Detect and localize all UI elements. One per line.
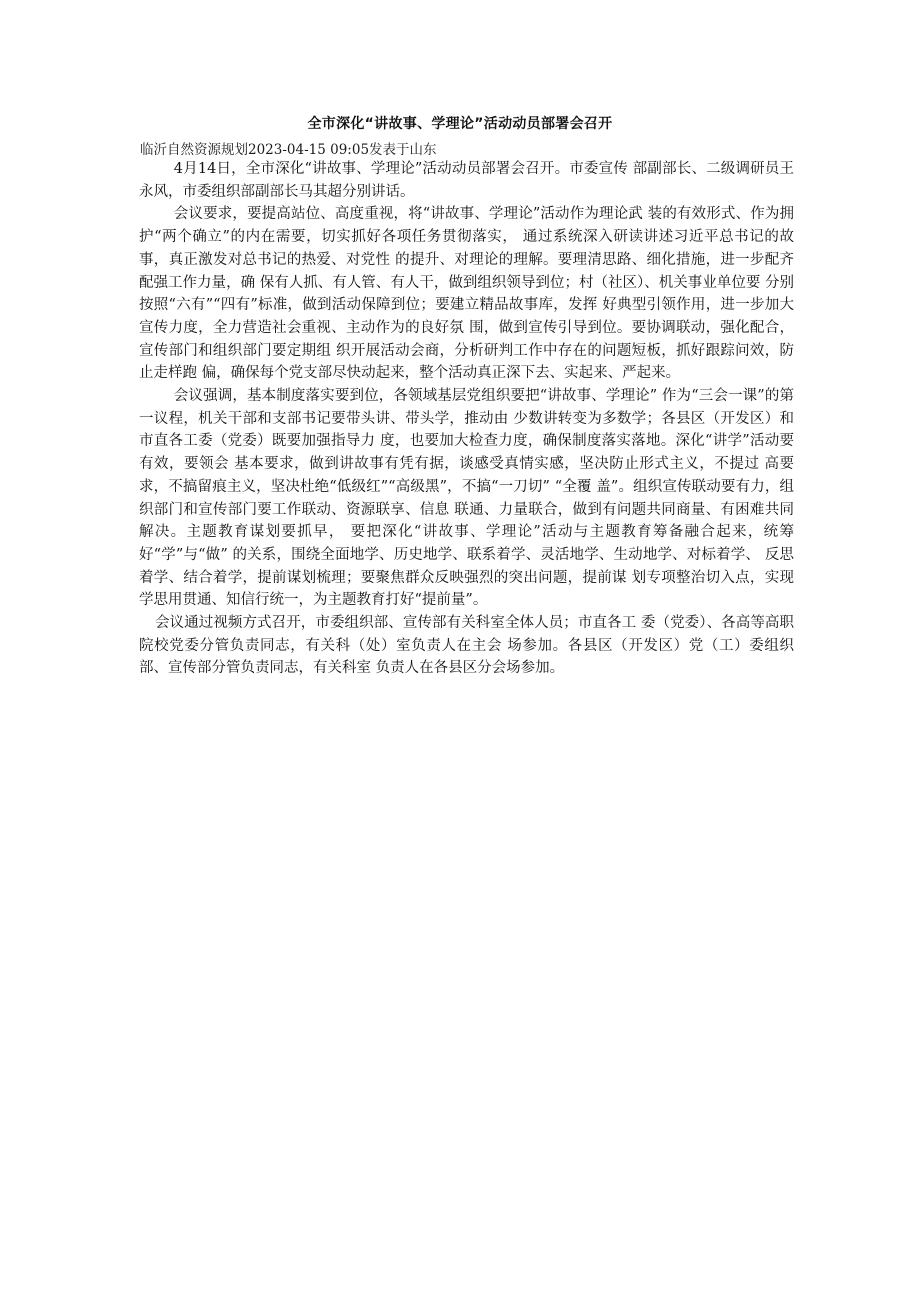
article-body [139,158,794,680]
article-byline: 临沂自然资源规划2023-04-15 09:05发表于山东 [140,142,437,158]
article-title: 全市深化“讲故事、学理论”活动动员部署会召开 [307,116,613,132]
paragraph-2: 会议要求，要提高站位、高度重视，将“讲故事、学理论”活动作为理论武 装的有效形式、作为拥护“两个确立”的内在需要，切实抓好各项任务贯彻落实， 通过系统深入研读讲述习近平总书记的故事，真正激发对总书记的热爱、对党性 的提升、对理论的理解。要理清思路、细化措施，进一步配齐配强工作力量，确 保有人抓、有人管、有人干，做到组织领导到位；村（社区）、机关事业单位要 分别按照“六有”“四有”标准，做到活动保障到位；要建立精品故事库，发挥 好典型引领作用，进一步加大宣传力度，全力营造社会重视、主动作为的良好氛 围，做到宣传引导到位。要协调联动，强化配合，宣传部门和组织部门要定期组 织开展活动会商，分析研判工作中存在的问题短板，抓好跟踪问效，防止走样跑 偏，确保每个党支部尽快动起来，整个活动真正深下去、实起来、严起来。 [139,206,794,382]
paragraph-1: 4月14日，全市深化“讲故事、学理论”活动动员部署会召开。市委宣传 部副部长、二级调研员王永风，市委组织部副部长马其超分别讲话。 [139,161,794,200]
paragraph-3: 会议强调，基本制度落实要到位，各领域基层党组织要把“讲故事、学理论” 作为“三会一课”的第一议程，机关干部和支部书记要带头讲、带头学，推动由 少数讲转变为多数学；各县区（开发区）和市直各工委（党委）既要加强指导力 度，也要加大检查力度，确保制度落实落地。深化“讲学”活动要有效，要领会 基本要求，做到讲故事有凭有据，谈感受真情实感，坚决防止形式主义，不提过 高要求，不搞留痕主义，坚决杜绝“低级红”“高级黑”，不搞“一刀切” “全覆 盖”。组织宣传联动要有力，组织部门和宣传部门要工作联动、资源联享、信息 联通、力量联合，做到有问题共同商量、有困难共同解决。主题教育谋划要抓早， 要把深化“讲故事、学理论”活动与主题教育筹备融合起来，统筹好“学”与“做” 的关系，围绕全面地学、历史地学、联系着学、灵活地学、生动地学、对标着学、 反思着学、结合着学，提前谋划梳理；要聚焦群众反映强烈的突出问题，提前谋 划专项整治切入点，实现学思用贯通、知信行统一，为主题教育打好“提前量”。 [139,388,794,609]
paragraph-4: 会议通过视频方式召开，市委组织部、宣传部有关科室全体人员；市直各工 委（党委）、各高等高职院校党委分管负责同志，有关科（处）室负责人在主会 场参加。各县区（开发区）党（工）委组织部、宣传部分管负责同志，有关科室 负责人在各县区分会场参加。 [139,615,794,677]
